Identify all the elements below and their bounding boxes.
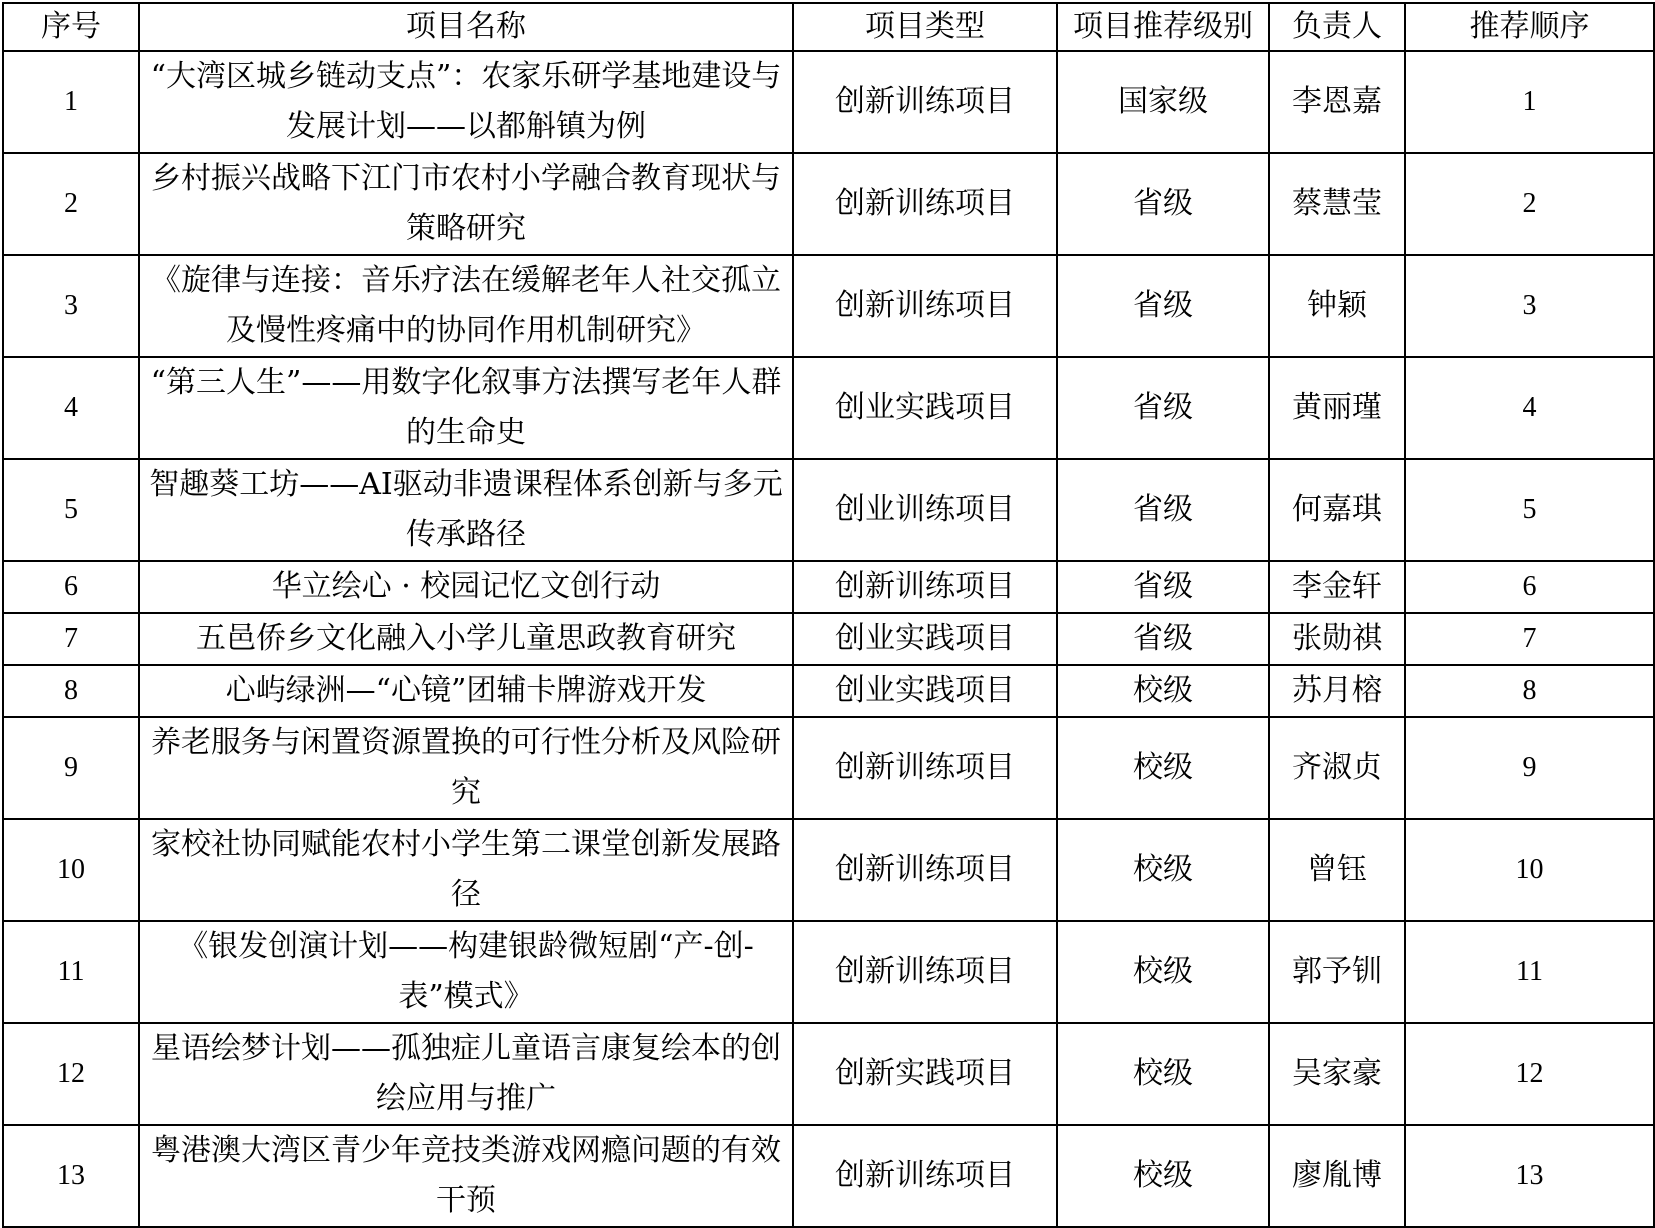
header-recommend-order: 推荐顺序	[1405, 3, 1654, 51]
cell-index: 10	[3, 819, 139, 921]
header-leader: 负责人	[1269, 3, 1405, 51]
cell-recommend-order: 11	[1405, 921, 1654, 1023]
cell-leader: 何嘉琪	[1269, 459, 1405, 561]
cell-index: 7	[3, 613, 139, 665]
header-project-type: 项目类型	[793, 3, 1057, 51]
cell-recommend-level: 省级	[1057, 561, 1269, 613]
table-row	[3, 357, 1654, 459]
cell-project-type: 创新训练项目	[793, 51, 1057, 153]
projects-table	[2, 2, 1655, 1228]
cell-project-name: “大湾区城乡链动支点”：农家乐研学基地建设与发展计划——以都斛镇为例	[139, 51, 793, 153]
cell-recommend-order: 1	[1405, 51, 1654, 153]
document-sheet	[2, 2, 1653, 1221]
table-row	[3, 153, 1654, 255]
cell-leader: 钟颖	[1269, 255, 1405, 357]
table-row	[3, 51, 1654, 153]
cell-index: 2	[3, 153, 139, 255]
cell-leader: 李恩嘉	[1269, 51, 1405, 153]
table-row	[3, 665, 1654, 717]
cell-project-type: 创新训练项目	[793, 819, 1057, 921]
cell-recommend-order: 4	[1405, 357, 1654, 459]
cell-project-type: 创业训练项目	[793, 459, 1057, 561]
cell-recommend-level: 省级	[1057, 357, 1269, 459]
cell-project-name: 养老服务与闲置资源置换的可行性分析及风险研究	[139, 717, 793, 819]
cell-project-name: “第三人生”——用数字化叙事方法撰写老年人群的生命史	[139, 357, 793, 459]
cell-project-name: 星语绘梦计划——孤独症儿童语言康复绘本的创绘应用与推广	[139, 1023, 793, 1125]
cell-project-name: 智趣葵工坊——AI驱动非遗课程体系创新与多元传承路径	[139, 459, 793, 561]
cell-leader: 吴家豪	[1269, 1023, 1405, 1125]
cell-leader: 苏月榕	[1269, 665, 1405, 717]
cell-index: 5	[3, 459, 139, 561]
table-row	[3, 613, 1654, 665]
cell-project-type: 创新实践项目	[793, 1023, 1057, 1125]
cell-leader: 蔡慧莹	[1269, 153, 1405, 255]
header-project-name: 项目名称	[139, 3, 793, 51]
cell-recommend-order: 2	[1405, 153, 1654, 255]
cell-leader: 李金轩	[1269, 561, 1405, 613]
cell-recommend-order: 13	[1405, 1125, 1654, 1227]
cell-leader: 黄丽瑾	[1269, 357, 1405, 459]
cell-index: 6	[3, 561, 139, 613]
cell-project-name: 乡村振兴战略下江门市农村小学融合教育现状与策略研究	[139, 153, 793, 255]
cell-leader: 曾钰	[1269, 819, 1405, 921]
cell-recommend-order: 5	[1405, 459, 1654, 561]
cell-project-type: 创新训练项目	[793, 561, 1057, 613]
cell-project-name: 五邑侨乡文化融入小学儿童思政教育研究	[139, 613, 793, 665]
cell-index: 13	[3, 1125, 139, 1227]
header-recommend-level: 项目推荐级别	[1057, 3, 1269, 51]
cell-leader: 张勋祺	[1269, 613, 1405, 665]
table-row	[3, 561, 1654, 613]
cell-recommend-order: 8	[1405, 665, 1654, 717]
cell-index: 3	[3, 255, 139, 357]
table-row	[3, 1125, 1654, 1227]
cell-project-name: 粤港澳大湾区青少年竞技类游戏网瘾问题的有效干预	[139, 1125, 793, 1227]
cell-leader: 郭予钏	[1269, 921, 1405, 1023]
cell-project-type: 创新训练项目	[793, 255, 1057, 357]
cell-project-name: 家校社协同赋能农村小学生第二课堂创新发展路径	[139, 819, 793, 921]
cell-recommend-order: 10	[1405, 819, 1654, 921]
cell-recommend-order: 7	[1405, 613, 1654, 665]
cell-project-name: 华立绘心 · 校园记忆文创行动	[139, 561, 793, 613]
cell-recommend-level: 省级	[1057, 459, 1269, 561]
cell-index: 8	[3, 665, 139, 717]
cell-project-type: 创新训练项目	[793, 153, 1057, 255]
cell-project-type: 创业实践项目	[793, 357, 1057, 459]
cell-project-type: 创新训练项目	[793, 921, 1057, 1023]
cell-leader: 廖胤博	[1269, 1125, 1405, 1227]
table-row	[3, 819, 1654, 921]
cell-project-name: 心屿绿洲—“心镜”团辅卡牌游戏开发	[139, 665, 793, 717]
cell-recommend-order: 12	[1405, 1023, 1654, 1125]
cell-index: 12	[3, 1023, 139, 1125]
table-row	[3, 921, 1654, 1023]
table-header-row	[3, 3, 1654, 51]
cell-recommend-order: 9	[1405, 717, 1654, 819]
cell-project-type: 创新训练项目	[793, 717, 1057, 819]
cell-index: 4	[3, 357, 139, 459]
cell-index: 9	[3, 717, 139, 819]
cell-index: 11	[3, 921, 139, 1023]
cell-leader: 齐淑贞	[1269, 717, 1405, 819]
cell-project-type: 创新训练项目	[793, 1125, 1057, 1227]
table-row	[3, 459, 1654, 561]
cell-project-name: 《银发创演计划——构建银龄微短剧“产-创-表”模式》	[139, 921, 793, 1023]
table-row	[3, 717, 1654, 819]
cell-recommend-level: 校级	[1057, 717, 1269, 819]
cell-recommend-order: 6	[1405, 561, 1654, 613]
cell-recommend-level: 校级	[1057, 1023, 1269, 1125]
cell-project-type: 创业实践项目	[793, 665, 1057, 717]
cell-recommend-level: 国家级	[1057, 51, 1269, 153]
cell-project-name: 《旋律与连接：音乐疗法在缓解老年人社交孤立及慢性疼痛中的协同作用机制研究》	[139, 255, 793, 357]
cell-index: 1	[3, 51, 139, 153]
cell-recommend-level: 校级	[1057, 819, 1269, 921]
cell-recommend-level: 省级	[1057, 613, 1269, 665]
cell-recommend-level: 校级	[1057, 921, 1269, 1023]
cell-recommend-level: 校级	[1057, 665, 1269, 717]
table-row	[3, 255, 1654, 357]
header-index: 序号	[3, 3, 139, 51]
cell-recommend-order: 3	[1405, 255, 1654, 357]
table-row	[3, 1023, 1654, 1125]
cell-recommend-level: 省级	[1057, 153, 1269, 255]
cell-recommend-level: 校级	[1057, 1125, 1269, 1227]
cell-recommend-level: 省级	[1057, 255, 1269, 357]
cell-project-type: 创业实践项目	[793, 613, 1057, 665]
